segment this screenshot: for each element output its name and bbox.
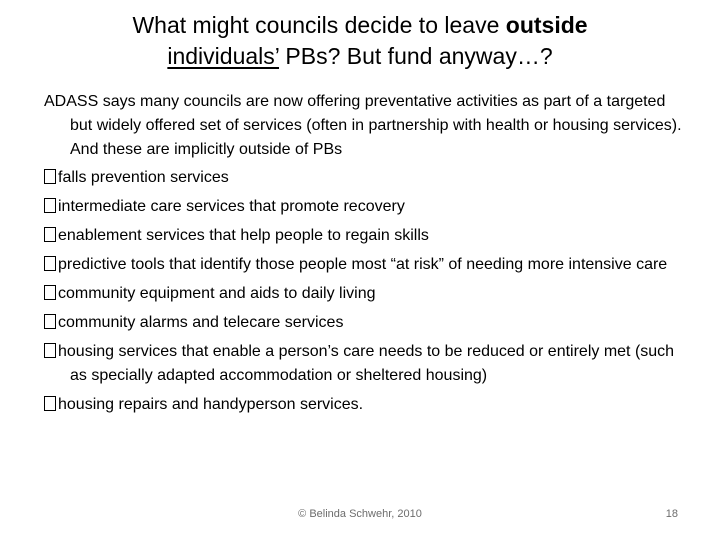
- list-item: [44, 166, 684, 190]
- title-bold-word: outside: [505, 12, 588, 38]
- list-item: [44, 224, 684, 248]
- box-icon: [44, 343, 56, 358]
- box-icon: [44, 314, 56, 329]
- box-icon: [44, 396, 56, 411]
- list-item: [44, 311, 684, 335]
- slide-body: [44, 90, 684, 422]
- list-item-text: community alarms and telecare services: [58, 314, 344, 331]
- list-item-text: enablement services that help people to regain skills: [58, 227, 429, 244]
- list-item-text: housing repairs and handyperson services.: [58, 396, 364, 413]
- list-item: [44, 253, 684, 277]
- list-item-text: intermediate care services that promote recovery: [58, 198, 405, 215]
- list-item: [44, 393, 684, 417]
- title-line-1-text: What might councils decide to leave: [132, 12, 506, 38]
- list-item-text: community equipment and aids to daily living: [58, 285, 376, 302]
- title-underlined-word: individuals’: [167, 43, 280, 69]
- footer-copyright: © Belinda Schwehr, 2010: [298, 508, 422, 520]
- box-icon: [44, 256, 56, 271]
- box-icon: [44, 285, 56, 300]
- list-item-text: predictive tools that identify those people most “at risk” of needing more intensive care: [58, 256, 668, 273]
- slide-footer: [0, 508, 720, 524]
- box-icon: [44, 169, 56, 184]
- title-line-2: [60, 41, 660, 72]
- intro-paragraph: ADASS says many councils are now offering preventative activities as part of a targeted but widely offered set of services (often in partnership with health or housing services). And these are implicitly outside of PBs: [44, 93, 682, 158]
- slide-title: [60, 10, 660, 72]
- box-icon: [44, 227, 56, 242]
- box-icon: [44, 198, 56, 213]
- list-item: [44, 195, 684, 219]
- list-item: [44, 340, 684, 388]
- page-number: 18: [665, 508, 678, 520]
- title-line-1: [60, 10, 660, 41]
- list-item-text: falls prevention services: [58, 169, 229, 186]
- list-item-text: housing services that enable a person’s care needs to be reduced or entirely met (such as specially adapted accommodation or sheltered housing): [58, 343, 675, 384]
- list-item: [44, 282, 684, 306]
- title-line-2-text: PBs? But fund anyway…?: [279, 43, 553, 69]
